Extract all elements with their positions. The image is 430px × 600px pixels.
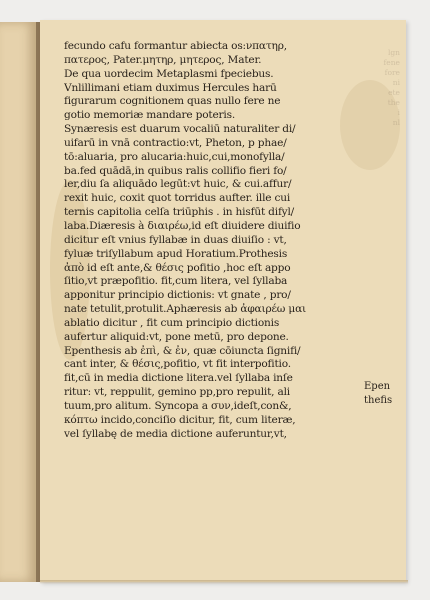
text-line: Epenthesis ab ἐπὶ, & ἐν, quæ cōiuncta ſignifi/ [64, 344, 301, 357]
text-line: tuum,pro alitum. Syncopa a συν,ideſt,con&, [64, 399, 292, 412]
text-line: gotio memoriæ mandare poteris. [64, 109, 235, 122]
text-line: ablatio dicitur , fit cum principio dictionis [64, 316, 280, 329]
text-line: ritur: vt, reppulit, gemino pp,pro repulit, ali [64, 386, 290, 399]
text-line: aufertur aliquid:vt, pone metū, pro depone. [64, 330, 289, 343]
text-line: cant inter, & θέσις,pofitio, vt fit interpofitio. [64, 358, 291, 371]
text-line: dicitur eſt vnius fyllabæ in duas diuiſio : vt, [64, 233, 287, 246]
text-line: uifarū in vnā contractio:vt, Pheton, p phae/ [64, 136, 287, 149]
text-line: Vnlillimani etiam duximus Hercules harū [64, 81, 277, 94]
marginal-note-line: thefis [364, 394, 393, 406]
page-edge-shadow [40, 580, 408, 584]
text-line: ternis capitolia celſa triūphis . in hisfūt difyl/ [64, 206, 295, 219]
text-line: fit,cū in media dictione litera.vel ſyllaba inſe [64, 372, 293, 385]
text-line: ſitio,vt præpofitio. fit,cum litera, vel ſyllaba [64, 275, 288, 288]
page-text-block [64, 40, 380, 441]
marginal-note [364, 380, 404, 407]
text-line: ἀπὸ id eſt ante,& θέσις pofitio ,hoc eſt appo [64, 261, 291, 274]
facing-page-edge [0, 22, 37, 582]
text-line: fyluæ triſyllabum apud Horatium.Prothesis [64, 247, 288, 260]
book-page [40, 20, 406, 582]
text-line: figurarum cognitionem quas nullo fere ne [64, 95, 281, 108]
text-line: πατερος, Pater.μητηρ, μητερος, Mater. [64, 53, 262, 66]
text-line: Synæresis est duarum vocaliū naturaliter di/ [64, 123, 296, 136]
text-line: κόπτω incido,conciſio dicitur, fit, cum literæ, [64, 413, 296, 426]
text-line: De qua uordecim Metaplasmi fpeciebus. [64, 67, 274, 80]
text-line: rexit huic, coxit quot torridus aufter. ille cui [64, 192, 291, 205]
marginal-note-line: Epen [364, 381, 391, 392]
text-line: fecundo cafu formantur abiecta os:νπατηρ, [64, 40, 287, 52]
show-through-text: lgn fene fore ni ete the i nl [383, 48, 400, 127]
text-line: ba.fed quādā,in quibus ralis collifio fieri fo/ [64, 164, 287, 177]
text-line: tō:aluaria, pro alucaria:huic,cui,monofylla/ [64, 150, 285, 163]
text-line: nate tetulit,protulit.Aphæresis ab ἀφαιρέω μαι [64, 303, 306, 316]
text-line: laba.Diæresis à διαιρέω,id eſt diuidere diuifio [64, 219, 301, 232]
text-line: apponitur principio dictionis: vt gnate , pro/ [64, 289, 291, 302]
text-line: ler,diu ſa aliquādo legūt:vt huic, & cui.affur/ [64, 178, 292, 191]
text-line: vel ſyllabę de media dictione auferuntur,vt, [64, 427, 287, 440]
